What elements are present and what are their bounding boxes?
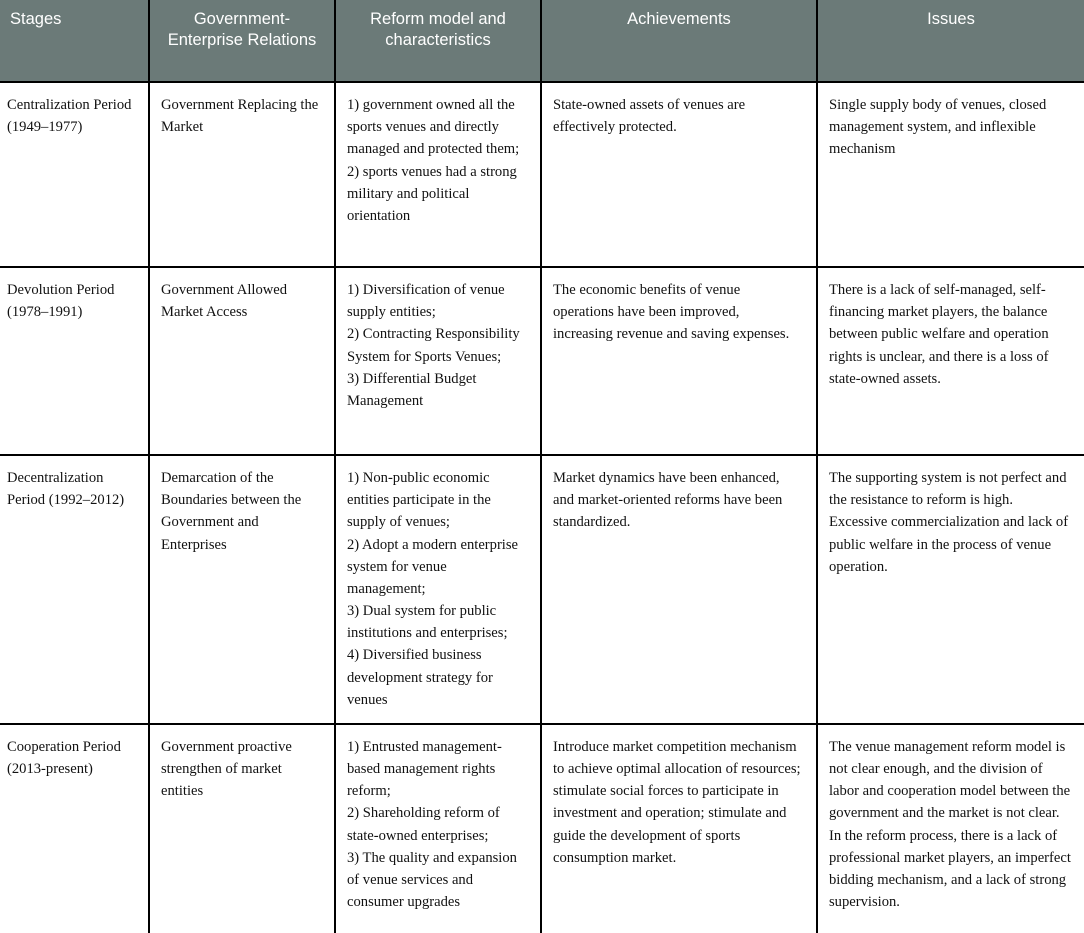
cell-line: 1) Non-public economic entities participate in the supply of venues; bbox=[347, 470, 491, 531]
column-header-reform-model-and-characteristics bbox=[335, 0, 541, 82]
cell-line: The venue management reform model is not clear enough, and the division of labor and cooperation model between the government and the market is not clear. In the reform process, there is a lack of professional market players, an imperfect bidding mechanism, and a lack of strong supervision. bbox=[829, 738, 1071, 911]
table-row bbox=[0, 455, 1084, 724]
cell-relations bbox=[149, 267, 335, 455]
cell-line: Market dynamics have been enhanced, and market-oriented reforms have been standardized. bbox=[553, 470, 783, 531]
cell-line: Centralization Period (1949–1977) bbox=[7, 97, 132, 136]
cell-line: Government Replacing the Market bbox=[161, 97, 319, 136]
cell-line: 1) Entrusted management-based management rights reform; bbox=[347, 738, 502, 800]
cell-line: 3) Dual system for public institutions and enterprises; bbox=[347, 603, 508, 642]
cell-stages bbox=[0, 82, 149, 267]
cell-reform bbox=[335, 82, 541, 267]
header-row bbox=[0, 0, 1084, 82]
cell-reform bbox=[335, 267, 541, 455]
cell-issues bbox=[817, 724, 1084, 933]
cell-line: Decentralization Period (1992–2012) bbox=[7, 470, 125, 509]
table-row bbox=[0, 82, 1084, 267]
cell-stages bbox=[0, 267, 149, 455]
cell-line: 2) Adopt a modern enterprise system for venue management; bbox=[347, 536, 519, 597]
cell-line: State-owned assets of venues are effectively protected. bbox=[553, 97, 746, 136]
column-header-issues-label: Issues bbox=[927, 10, 975, 28]
cell-line: 4) Diversified business development strategy for venues bbox=[347, 647, 493, 708]
column-header-stages bbox=[0, 0, 149, 82]
cell-relations bbox=[149, 455, 335, 724]
cell-achievements bbox=[541, 267, 817, 455]
cell-line: The supporting system is not perfect and the resistance to reform is high. Excessive commercialization and lack of public welfare in the process of venue operation. bbox=[829, 470, 1069, 575]
cell-line: 2) Contracting Responsibility System for Sports Venues; bbox=[347, 326, 520, 365]
cell-relations bbox=[149, 82, 335, 267]
cell-achievements bbox=[541, 82, 817, 267]
cell-line: 2) Shareholding reform of state-owned enterprises; bbox=[347, 805, 500, 844]
cell-issues bbox=[817, 267, 1084, 455]
cell-line: Introduce market competition mechanism to achieve optimal allocation of resources; stimulate social forces to participate in investment and operation; stimulate and guide the development of sports consumption market. bbox=[553, 738, 801, 866]
cell-line: Government proactive strengthen of market entities bbox=[161, 738, 292, 800]
table-body bbox=[0, 82, 1084, 933]
column-header-stages-label: Stages bbox=[10, 10, 62, 28]
cell-line: 3) The quality and expansion of venue services and consumer upgrades bbox=[347, 849, 517, 911]
cell-stages bbox=[0, 724, 149, 933]
cell-reform bbox=[335, 455, 541, 724]
cell-line: 1) Diversification of venue supply entities; bbox=[347, 282, 505, 321]
cell-issues bbox=[817, 82, 1084, 267]
cell-line: 3) Differential Budget Management bbox=[347, 370, 477, 409]
column-header-relations-line-2: Enterprise bbox=[167, 31, 243, 50]
cell-achievements bbox=[541, 724, 817, 933]
cell-line: The economic benefits of venue operations have been improved, increasing revenue and saving expenses. bbox=[553, 282, 790, 343]
column-header-achievements-label: Achievements bbox=[627, 10, 731, 28]
cell-stages bbox=[0, 455, 149, 724]
cell-achievements bbox=[541, 455, 817, 724]
column-header-reform-line-2: characteristics bbox=[385, 31, 491, 50]
cell-line: 1) government owned all the sports venues and directly managed and protected them; bbox=[347, 97, 520, 158]
column-header-reform-line-1: Reform model and bbox=[370, 10, 506, 28]
column-header-achievements bbox=[541, 0, 817, 82]
column-header-relations-line-1: Government- bbox=[193, 10, 291, 28]
cell-line: Cooperation Period (2013-present) bbox=[7, 738, 121, 778]
cell-issues bbox=[817, 455, 1084, 724]
cell-line: 2) sports venues had a strong military and political orientation bbox=[347, 163, 517, 224]
column-header-government-enterprise-relations bbox=[149, 0, 335, 82]
cell-line: Government Allowed Market Access bbox=[161, 282, 288, 321]
table-row bbox=[0, 724, 1084, 933]
table-header bbox=[0, 0, 1084, 82]
cell-relations bbox=[149, 724, 335, 933]
cell-line: Devolution Period (1978–1991) bbox=[7, 282, 115, 321]
cell-line: There is a lack of self-managed, self-financing market players, the balance between public welfare and operation rights is unclear, and there is a loss of state-owned assets. bbox=[829, 282, 1049, 387]
column-header-issues bbox=[817, 0, 1084, 82]
cell-reform bbox=[335, 724, 541, 933]
table-row bbox=[0, 267, 1084, 455]
cell-line: Single supply body of venues, closed management system, and inflexible mechanism bbox=[829, 97, 1047, 158]
cell-line: Demarcation of the Boundaries between the Government and Enterprises bbox=[161, 470, 302, 553]
column-header-relations-line-3: Relations bbox=[247, 31, 317, 50]
